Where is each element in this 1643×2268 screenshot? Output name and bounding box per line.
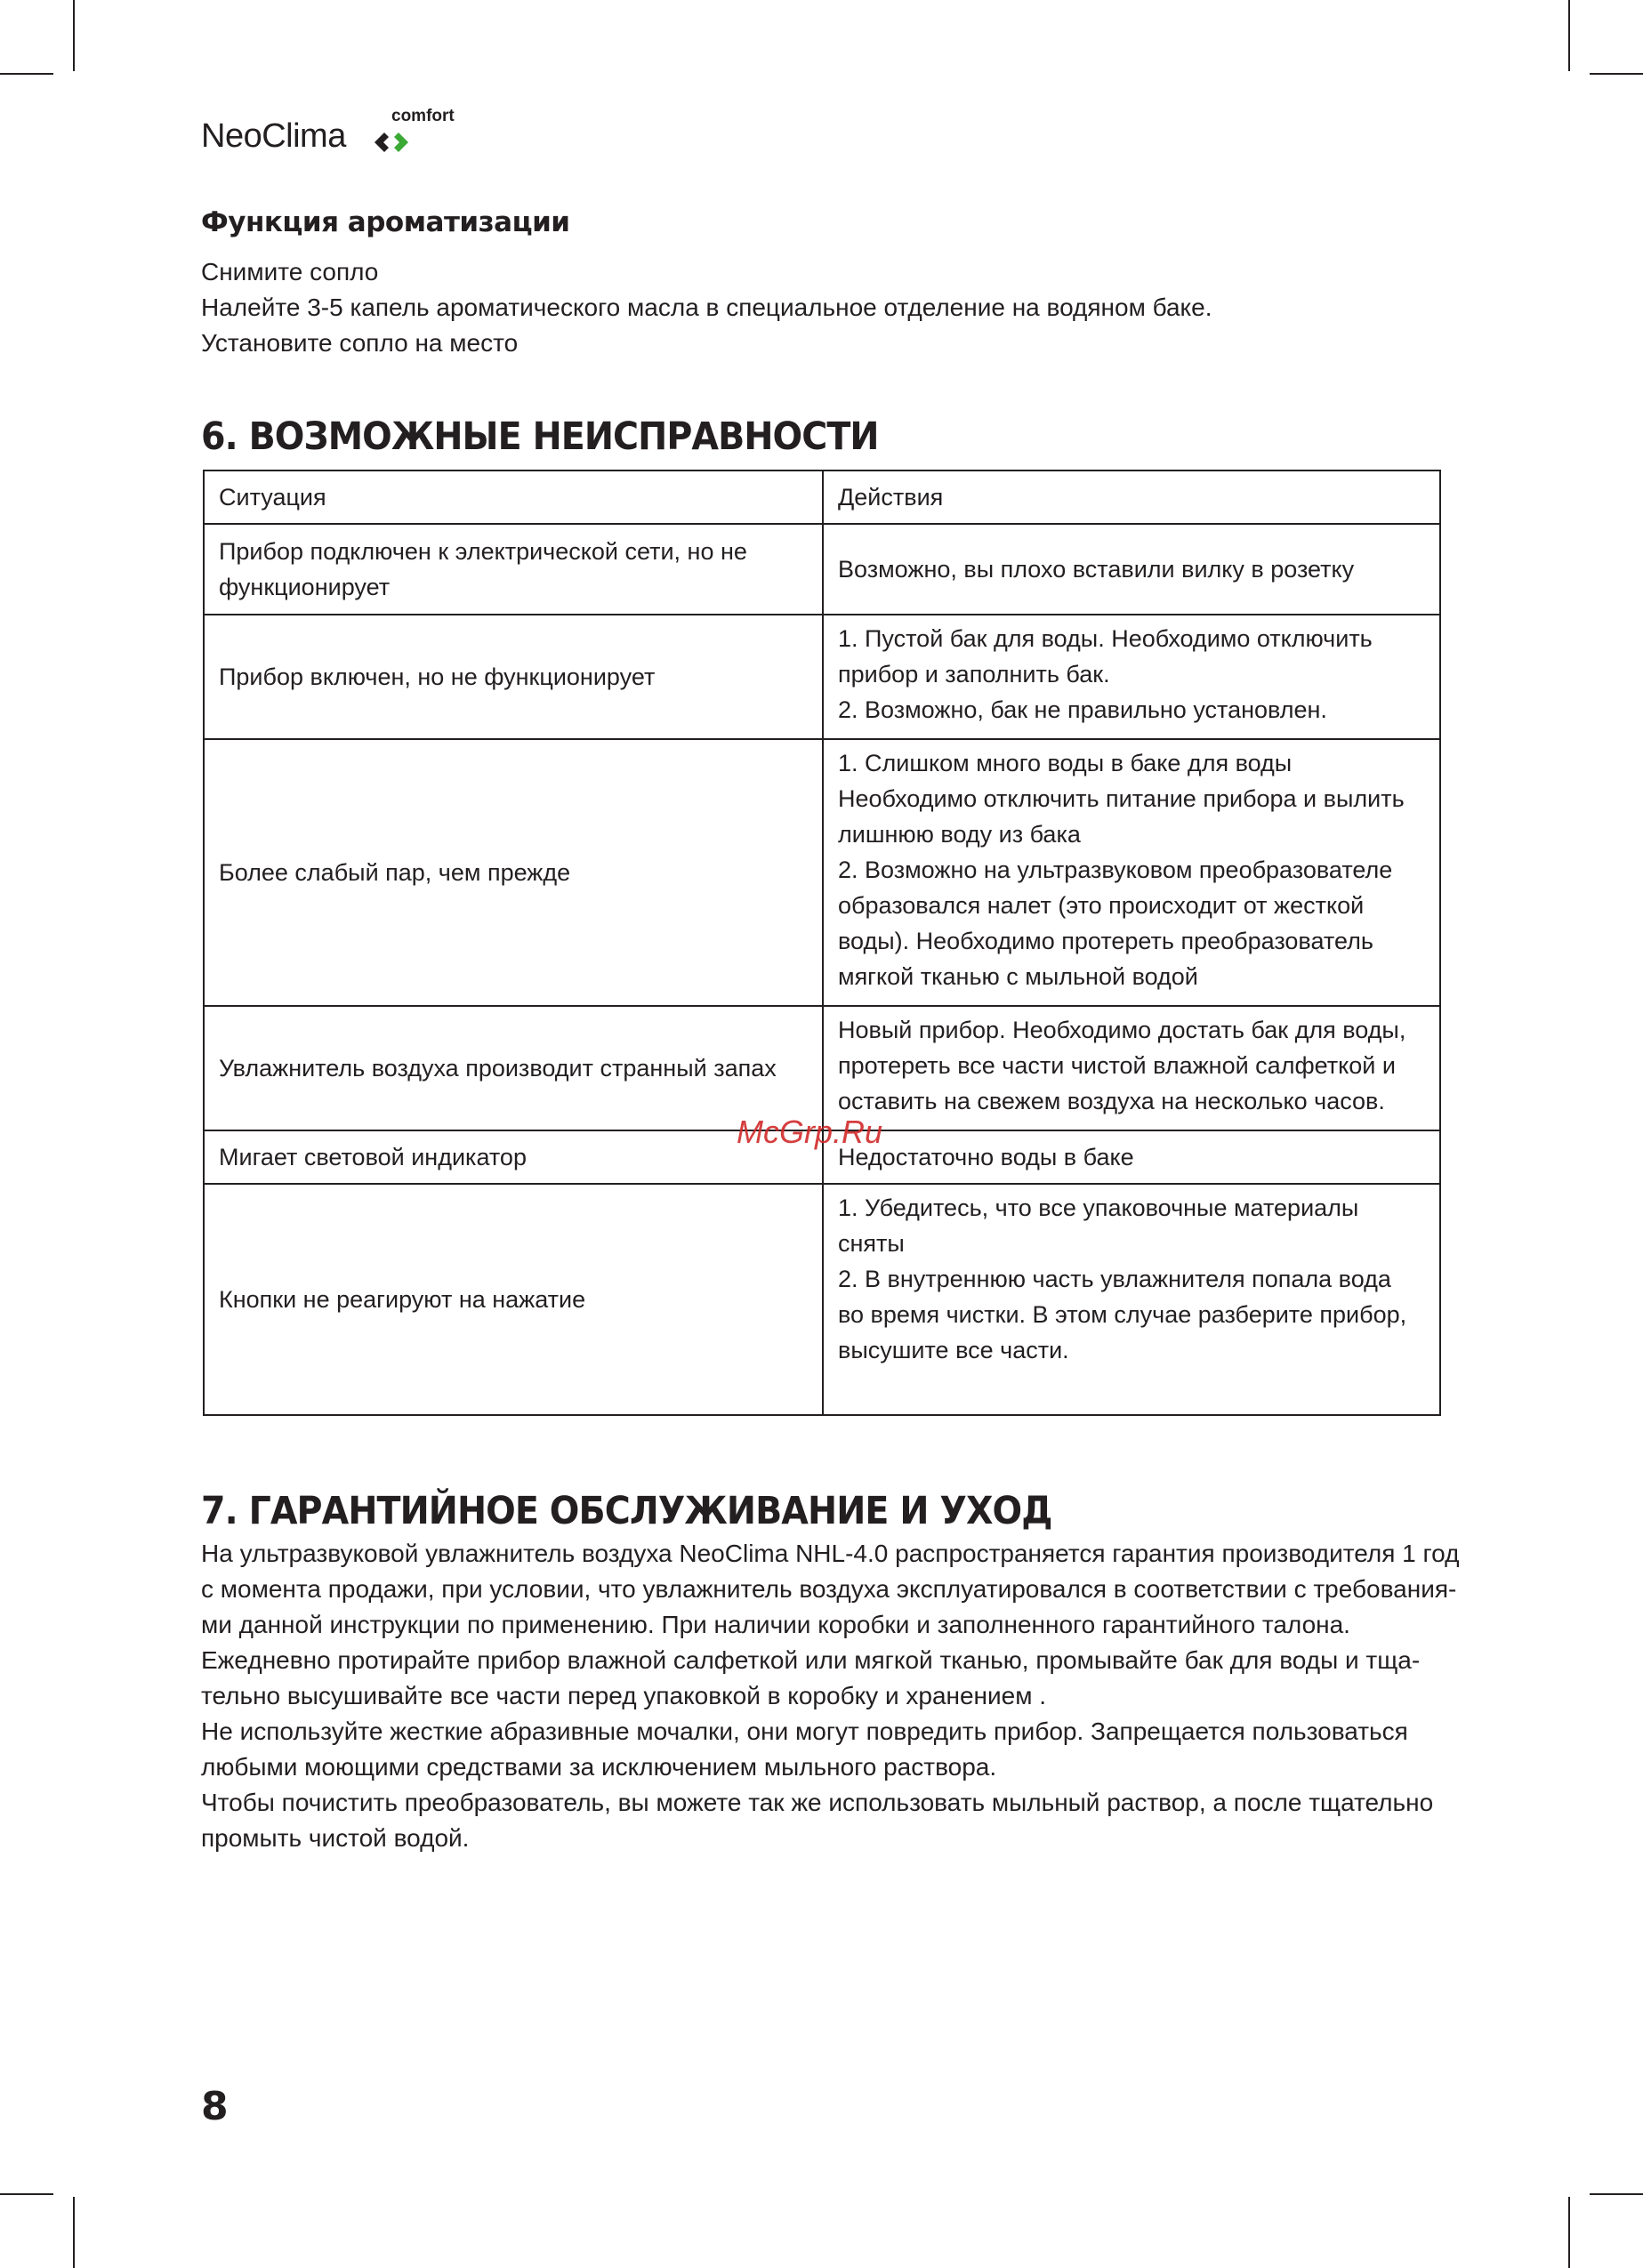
cell-line: 1. Убедитесь, что все упаковочные материалы <box>838 1194 1359 1221</box>
logo-arrows-icon <box>373 131 410 154</box>
cell-line: сняты <box>838 1230 905 1257</box>
cell-line: Мигает световой индикатор <box>219 1144 527 1170</box>
cell-line: Возможно, вы плохо вставили вилку в розетку <box>838 556 1355 583</box>
aroma-line: Установите сопло на место <box>201 329 519 357</box>
situation-cell <box>204 524 823 615</box>
cell-line: оставить на свежем воздуха на несколько часов. <box>838 1088 1385 1114</box>
crop-mark-top-right <box>1568 0 1570 71</box>
action-cell <box>823 1130 1440 1184</box>
logo-sub: comfort <box>391 107 455 125</box>
warranty-line: ми данной инструкции по применению. При наличии коробки и заполненного гарантийного талона. <box>201 1611 1350 1638</box>
cell-line: Необходимо отключить питание прибора и вылить <box>838 785 1405 812</box>
cell-line: протереть все части чистой влажной салфеткой и <box>838 1052 1396 1079</box>
warranty-line: любыми моющими средствами за исключением мыльного раствора. <box>201 1753 997 1781</box>
aroma-line: Налейте 3-5 капель ароматического масла в специальное отделение на водяном баке. <box>201 294 1212 321</box>
crop-mark-bottom-left-h <box>0 2193 53 2195</box>
cell-line: лишнюю воду из бака <box>838 821 1081 848</box>
warranty-line: с момента продажи, при условии, что увлажнитель воздуха эксплуатировался в соответствии с требования- <box>201 1575 1457 1603</box>
table-row <box>204 524 1440 615</box>
action-cell <box>823 524 1440 615</box>
table-row <box>204 739 1440 1006</box>
action-cell <box>823 615 1440 739</box>
aroma-title: Функция ароматизации <box>201 206 570 238</box>
faults-table <box>203 470 1441 1416</box>
cell-line: мягкой тканью с мыльной водой <box>838 963 1198 990</box>
crop-mark-bottom-right <box>1568 2197 1570 2268</box>
situation-cell <box>204 1184 823 1415</box>
cell-line: 1. Слишком много воды в баке для воды <box>838 750 1293 776</box>
warranty-line: тельно высушивайте все части перед упаковкой в коробку и хранением . <box>201 1682 1047 1709</box>
cell-line: Кнопки не реагируют на нажатие <box>219 1286 586 1313</box>
cell-line: Прибор подключен к электрической сети, но не <box>219 538 747 565</box>
logo-name: NeoClima <box>201 117 346 155</box>
watermark-text: McGrp.Ru <box>737 1114 883 1150</box>
cell-line: 2. В внутреннюю часть увлажнителя попала вода <box>838 1266 1391 1292</box>
warranty-line: На ультразвуковой увлажнитель воздуха NeoClima NHL-4.0 распространяется гарантия производителя 1 год <box>201 1540 1460 1567</box>
brand-logo <box>201 107 455 156</box>
cell-line: 2. Возможно на ультразвуковом преобразователе <box>838 857 1393 883</box>
crop-mark-bottom-left <box>73 2197 75 2268</box>
cell-line: 2. Возможно, бак не правильно установлен. <box>838 696 1327 723</box>
cell-line: высушите все части. <box>838 1337 1069 1363</box>
crop-mark-top-right-h <box>1590 73 1643 75</box>
situation-cell <box>204 739 823 1006</box>
action-cell <box>823 1184 1440 1415</box>
faults-title: 6. ВОЗМОЖНЫЕ НЕИСПРАВНОСТИ <box>201 414 879 459</box>
table-row <box>204 1006 1440 1130</box>
situation-cell <box>204 615 823 739</box>
header-situation: Ситуация <box>204 470 823 524</box>
cell-line: Более слабый пар, чем прежде <box>219 859 571 886</box>
cell-line: во время чистки. В этом случае разберите прибор, <box>838 1301 1407 1328</box>
cell-line: Прибор включен, но не функционирует <box>219 664 656 690</box>
action-cell <box>823 1006 1440 1130</box>
table-header-row <box>204 470 1440 524</box>
header-action: Действия <box>823 470 1440 524</box>
crop-mark-bottom-right-h <box>1590 2193 1643 2195</box>
situation-cell <box>204 1130 823 1184</box>
warranty-title: 7. ГАРАНТИЙНОЕ ОБСЛУЖИВАНИЕ И УХОД <box>201 1489 1052 1533</box>
warranty-line: промыть чистой водой. <box>201 1824 470 1852</box>
warranty-body <box>201 1536 1460 1856</box>
cell-line: прибор и заполнить бак. <box>838 661 1110 688</box>
cell-line: Увлажнитель воздуха производит странный запах <box>219 1055 777 1082</box>
situation-cell <box>204 1006 823 1130</box>
cell-line: 1. Пустой бак для воды. Необходимо отключить <box>838 625 1373 652</box>
warranty-line: Ежедневно протирайте прибор влажной салфеткой или мягкой тканью, промывайте бак для воды и тща- <box>201 1646 1421 1674</box>
cell-line: Недостаточно воды в баке <box>838 1144 1134 1170</box>
crop-mark-top-left-h <box>0 73 53 75</box>
table-row <box>204 615 1440 739</box>
warranty-line: Чтобы почистить преобразователь, вы можете так же использовать мыльный раствор, а после тщательно <box>201 1789 1434 1816</box>
cell-line: Новый прибор. Необходимо достать бак для воды, <box>838 1017 1406 1043</box>
cell-line: воды). Необходимо протереть преобразователь <box>838 928 1373 954</box>
cell-line: образовался налет (это происходит от жесткой <box>838 892 1365 919</box>
aroma-line: Снимите сопло <box>201 258 379 286</box>
warranty-line: Не используйте жесткие абразивные мочалки, они могут повредить прибор. Запрещается пользоваться <box>201 1717 1408 1745</box>
cell-line: функционирует <box>219 574 391 600</box>
page-number: 8 <box>201 2084 229 2129</box>
table-row <box>204 1184 1440 1415</box>
action-cell <box>823 739 1440 1006</box>
crop-mark-top-left <box>73 0 75 71</box>
